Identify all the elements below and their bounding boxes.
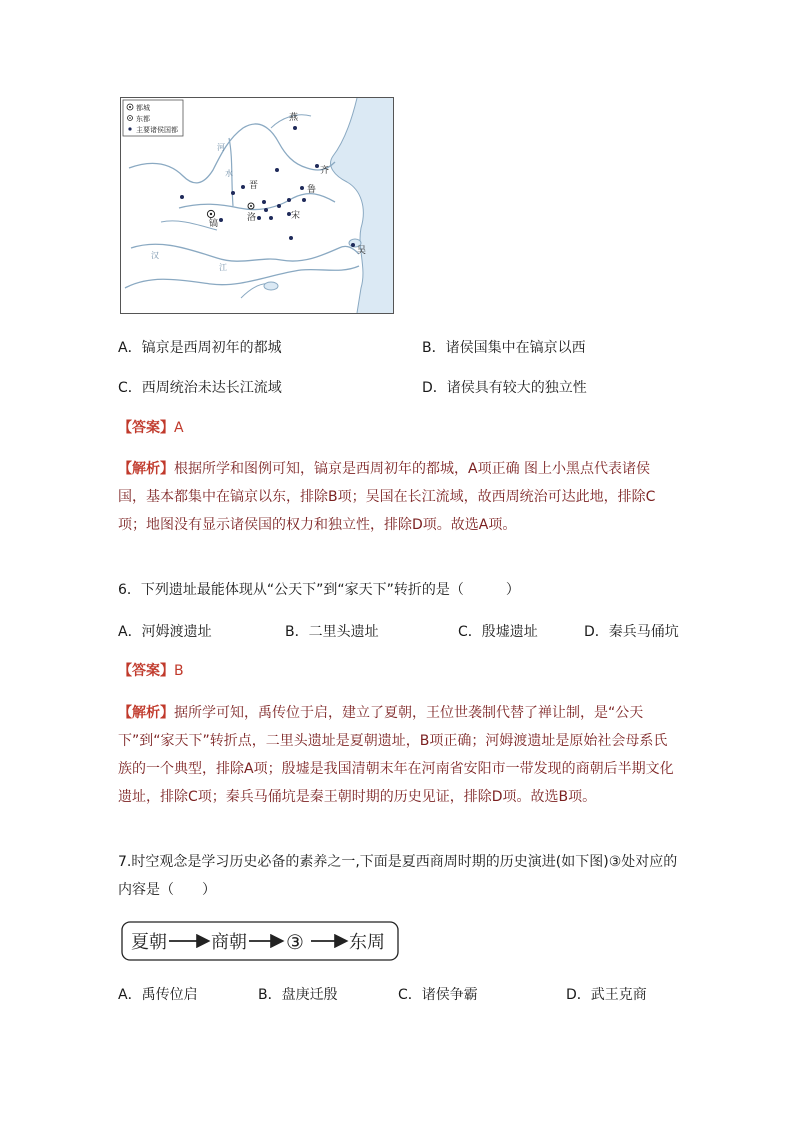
sea-area [331, 98, 393, 313]
map-label-song: 宋 [291, 211, 301, 221]
vassal-dot [302, 198, 306, 202]
q6-analysis [118, 699, 678, 811]
legend-vassal [128, 125, 178, 134]
river-label-han: 汉 [151, 251, 159, 260]
vassal-dot [351, 243, 355, 247]
vassal-dot [289, 236, 293, 240]
q5-option-c[interactable]: C．西周统治未达长江流域 [118, 380, 282, 396]
q5-option-a[interactable]: A．镐京是西周初年的都城 [118, 340, 282, 356]
lake-south [264, 282, 278, 290]
vassal-dot [264, 208, 268, 212]
map-label-luo: 洛 [247, 213, 257, 223]
legend-vassal-label: 主要诸侯国都 [136, 126, 178, 134]
vassal-dot [315, 164, 319, 168]
q5-analysis-label: 【解析】 [118, 461, 174, 477]
vassal-dot [277, 204, 281, 208]
river-label-shui: 水 [225, 169, 233, 178]
capital-hao-marker [207, 210, 214, 217]
vassal-dot [231, 191, 235, 195]
q5-analysis-text: 根据所学和图例可知，镐京是西周初年的都城，A项正确 图上小黑点代表诸侯国，基本都集中在镐京以东，排除B项；吴国在长江流域，故西周统治可达此地，排除C项；地图没有显示诸侯国的权力和独立性，排除D项。故选A项。 [118, 461, 656, 533]
vassal-dot [180, 195, 184, 199]
river-han [131, 244, 359, 261]
map-label-hao: 镐 [209, 219, 219, 229]
vassal-dot [293, 126, 297, 130]
q5-answer-line [118, 418, 184, 438]
q5-option-b[interactable]: B．诸侯国集中在镐京以西 [422, 340, 586, 356]
q5-analysis [118, 455, 678, 539]
capital-luo-marker [248, 203, 254, 209]
vassal-dot [275, 168, 279, 172]
timeline-step-1: 夏朝 [131, 932, 167, 953]
map-label-jin: 晋 [249, 181, 259, 191]
q7-option-b[interactable]: B．盘庚迁殷 [258, 987, 338, 1003]
q6-answer-line [118, 661, 184, 681]
river-jiang [125, 266, 359, 288]
vassal-dot [257, 216, 261, 220]
river-yellow-lower [179, 194, 335, 210]
legend-east-capital-label: 东都 [136, 115, 150, 123]
western-zhou-map [120, 97, 394, 314]
map-label-yan: 燕 [289, 113, 299, 123]
legend-capital-label: 都城 [136, 104, 150, 112]
q5-answer-label: 【答案】 [118, 420, 174, 436]
timeline-svg [121, 921, 399, 961]
river-label-he: 河 [217, 143, 225, 152]
map-label-lu: 鲁 [307, 185, 317, 195]
vassal-dots [180, 126, 355, 247]
q5-answer-value: A [174, 420, 184, 436]
vassal-dot [219, 218, 223, 222]
river-label-jiang: 江 [219, 263, 227, 272]
map-svg [121, 98, 393, 313]
q7-option-d[interactable]: D．武王克商 [566, 987, 647, 1003]
vassal-dot [269, 216, 273, 220]
vassal-dot [300, 186, 304, 190]
q6-answer-value: B [174, 663, 184, 679]
q7-option-a[interactable]: A．禹传位启 [118, 987, 198, 1003]
q6-option-c[interactable]: C．殷墟遗址 [458, 624, 538, 640]
q6-analysis-text: 据所学可知，禹传位于启，建立了夏朝，王位世袭制代替了禅让制，是“公天下”到“家天下”转折点，二里头遗址是夏朝遗址，B项正确；河姆渡遗址是原始社会母系氏族的一个典型，排除A项；殷墟是我国清朝末年在河南省安阳市一带发现的商朝后半期文化遗址，排除C项；秦兵马俑坑是秦王朝时期的历史见证，排除D项。故选B项。 [118, 705, 674, 805]
q7-timeline-figure [121, 921, 399, 961]
timeline-step-2: 商朝 [211, 932, 247, 953]
q6-option-d[interactable]: D．秦兵马俑坑 [584, 624, 679, 640]
vassal-dot [287, 198, 291, 202]
map-label-wu: 吴 [357, 246, 367, 256]
q7-stem: 7.时空观念是学习历史必备的素养之一,下面是夏西商周时期的历史演进(如下图)③处对应的内容是（ ） [118, 854, 678, 898]
q6-stem: 6．下列遗址最能体现从“公天下”到“家天下”转折的是（ ） [118, 582, 520, 598]
timeline-step-3: ③ [286, 930, 304, 954]
q6-option-a[interactable]: A．河姆渡遗址 [118, 624, 212, 640]
map-label-qi: 齐 [320, 166, 330, 176]
vassal-dot [241, 185, 245, 189]
q6-option-b[interactable]: B．二里头遗址 [285, 624, 379, 640]
q6-answer-label: 【答案】 [118, 663, 174, 679]
q5-option-d[interactable]: D．诸侯具有较大的独立性 [422, 380, 587, 396]
vassal-dot [262, 200, 266, 204]
q6-analysis-label: 【解析】 [118, 705, 174, 721]
timeline-step-4: 东周 [349, 932, 385, 953]
q7-option-c[interactable]: C．诸侯争霸 [398, 987, 478, 1003]
river-labels [151, 143, 233, 272]
